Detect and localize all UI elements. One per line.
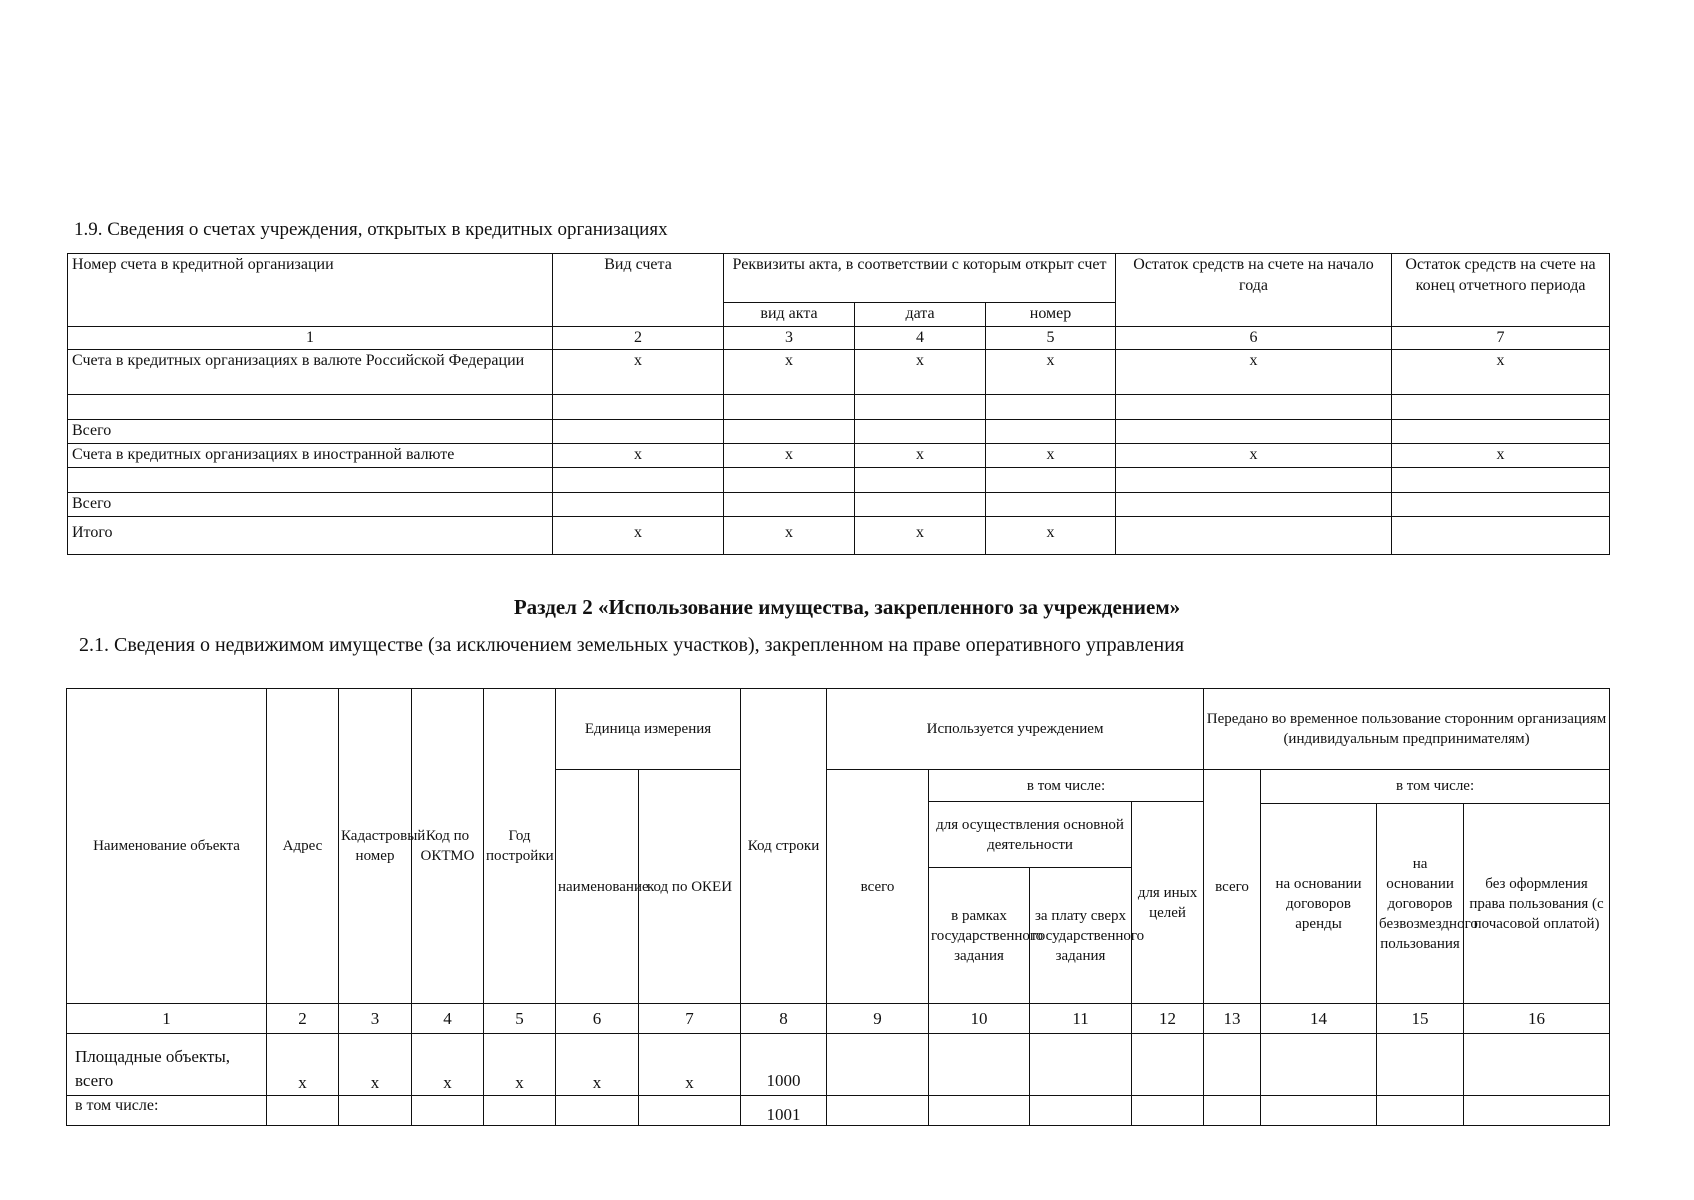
table-row (67, 1034, 1610, 1096)
header-no-right: без оформления права пользования (с почасовой оплатой) (1464, 804, 1610, 1004)
table-cell (1261, 1034, 1377, 1096)
table-cell: 1000 (741, 1034, 827, 1096)
column-number: 7 (639, 1004, 741, 1034)
table-row (68, 350, 1610, 395)
table-cell: x (986, 444, 1116, 468)
header-account-type: Вид счета (553, 254, 724, 327)
table-cell (339, 1096, 412, 1126)
table-cell (855, 493, 986, 517)
table-cell: x (855, 517, 986, 555)
column-number: 5 (986, 327, 1116, 350)
table-cell (1392, 395, 1610, 420)
table-cell (639, 1096, 741, 1126)
table-cell: x (1116, 350, 1392, 395)
header-balance-end: Остаток средств на счете на конец отчетного периода (1392, 254, 1610, 327)
table-cell (556, 1096, 639, 1126)
row-label: Площадные объекты, всего (67, 1034, 267, 1096)
table-cell (724, 420, 855, 444)
table-cell: x (724, 350, 855, 395)
table-row (68, 395, 1610, 420)
section-2-heading: Раздел 2 «Использование имущества, закрепленного за учреждением» (513, 595, 1181, 619)
column-number: 9 (827, 1004, 929, 1034)
column-number: 5 (484, 1004, 556, 1034)
header-act-date: дата (855, 303, 986, 327)
table-cell (553, 395, 724, 420)
table-cell: x (267, 1034, 339, 1096)
row-label: Всего (68, 493, 553, 517)
table-cell: x (412, 1034, 484, 1096)
table-row (68, 517, 1610, 555)
column-number: 6 (556, 1004, 639, 1034)
column-number: 15 (1377, 1004, 1464, 1034)
table-row (68, 468, 1610, 493)
table-cell: 1001 (741, 1096, 827, 1126)
column-number: 2 (267, 1004, 339, 1034)
table-cell: x (724, 444, 855, 468)
column-number: 2 (553, 327, 724, 350)
column-number: 4 (855, 327, 986, 350)
column-number: 1 (67, 1004, 267, 1034)
table-cell: x (639, 1034, 741, 1096)
accounts-table (67, 253, 1610, 555)
table-cell (1116, 468, 1392, 493)
table-cell: x (553, 444, 724, 468)
table-cell (929, 1034, 1030, 1096)
table-cell (1261, 1096, 1377, 1126)
header-total: всего (827, 770, 929, 1004)
table-cell (1464, 1096, 1610, 1126)
table-cell (1132, 1096, 1204, 1126)
table-cell (986, 395, 1116, 420)
column-number: 3 (724, 327, 855, 350)
table-cell: x (339, 1034, 412, 1096)
header-unit: Единица измерения (556, 689, 741, 770)
table-cell: x (855, 350, 986, 395)
header-act-type: вид акта (724, 303, 855, 327)
table-cell (1116, 493, 1392, 517)
header-account-number: Номер счета в кредитной организации (68, 254, 553, 327)
row-label: Счета в кредитных организациях в иностранной валюте (68, 444, 553, 468)
table-cell: x (1392, 350, 1610, 395)
header-other-purposes: для иных целей (1132, 802, 1204, 1004)
header-unit-name: наименование (556, 770, 639, 1004)
table-cell (929, 1096, 1030, 1126)
header-balance-start: Остаток средств на счете на начало года (1116, 254, 1392, 327)
table-cell (1392, 420, 1610, 444)
table-cell (1204, 1034, 1261, 1096)
header-address: Адрес (267, 689, 339, 1004)
table-cell (724, 468, 855, 493)
table-cell: x (484, 1034, 556, 1096)
table-cell (1204, 1096, 1261, 1126)
table-cell (484, 1096, 556, 1126)
column-number: 16 (1464, 1004, 1610, 1034)
header-oktmo: Код по ОКТМО (412, 689, 484, 1004)
table-cell (1030, 1034, 1132, 1096)
table-cell (1116, 395, 1392, 420)
column-number: 12 (1132, 1004, 1204, 1034)
header-lease: на основании договоров аренды (1261, 804, 1377, 1004)
table-row (68, 444, 1610, 468)
property-table (66, 688, 1610, 1126)
column-number: 14 (1261, 1004, 1377, 1034)
table-cell: x (553, 350, 724, 395)
table-cell (986, 468, 1116, 493)
column-number: 7 (1392, 327, 1610, 350)
header-total-2: всего (1204, 770, 1261, 1004)
table-cell (1132, 1034, 1204, 1096)
table-cell: x (986, 517, 1116, 555)
table-cell (1377, 1096, 1464, 1126)
section-2-1-subtitle: 2.1. Сведения о недвижимом имуществе (за исключением земельных участков), закрепленном на праве оперативного управления (79, 634, 1185, 656)
table-cell (1392, 517, 1610, 555)
table-cell: x (1392, 444, 1610, 468)
column-number: 6 (1116, 327, 1392, 350)
header-unit-okei: код по ОКЕИ (639, 770, 741, 1004)
column-number: 1 (68, 327, 553, 350)
table-cell (1392, 493, 1610, 517)
table-cell (553, 493, 724, 517)
table-cell (986, 493, 1116, 517)
row-label (68, 395, 553, 420)
header-used-by-institution: Используется учреждением (827, 689, 1204, 770)
row-label: в том числе: (67, 1096, 267, 1126)
table-cell: x (556, 1034, 639, 1096)
row-label: Счета в кредитных организациях в валюте Российской Федерации (68, 350, 553, 395)
row-label: Всего (68, 420, 553, 444)
header-object-name: Наименование объекта (67, 689, 267, 1004)
table-cell: x (855, 444, 986, 468)
table-row (68, 420, 1610, 444)
column-number: 11 (1030, 1004, 1132, 1034)
table-cell (1116, 517, 1392, 555)
table-cell: x (986, 350, 1116, 395)
table-cell (412, 1096, 484, 1126)
table-cell: x (724, 517, 855, 555)
table-cell (1377, 1034, 1464, 1096)
header-row-code: Код строки (741, 689, 827, 1004)
table-row (68, 493, 1610, 517)
header-main-activity: для осуществления основной деятельности (929, 802, 1132, 868)
header-including-2: в том числе: (1261, 770, 1610, 804)
table-cell (827, 1096, 929, 1126)
table-cell (267, 1096, 339, 1126)
table-cell (1116, 420, 1392, 444)
row-label: Итого (68, 517, 553, 555)
table-cell (986, 420, 1116, 444)
table-cell (553, 420, 724, 444)
header-act-number: номер (986, 303, 1116, 327)
section-1-9-title: 1.9. Сведения о счетах учреждения, открытых в кредитных организациях (74, 219, 668, 240)
header-state-task: в рамках государственного задания (929, 868, 1030, 1004)
column-numbers-row (67, 1004, 1610, 1034)
header-free-use: на основании договоров безвозмездного пользования (1377, 804, 1464, 1004)
header-over-state-task: за плату сверх государственного задания (1030, 868, 1132, 1004)
header-year-built: Год постройки (484, 689, 556, 1004)
table-cell (855, 395, 986, 420)
column-number: 3 (339, 1004, 412, 1034)
table-cell (1464, 1034, 1610, 1096)
column-number: 8 (741, 1004, 827, 1034)
header-act-details: Реквизиты акта, в соответствии с которым открыт счет (724, 254, 1116, 303)
table-cell (855, 468, 986, 493)
header-transferred: Передано во временное пользование сторонним организациям (индивидуальным предпринимателям) (1204, 689, 1610, 770)
header-including: в том числе: (929, 770, 1204, 802)
table-cell (553, 468, 724, 493)
table-row (67, 1096, 1610, 1126)
table-cell (855, 420, 986, 444)
table-cell (724, 395, 855, 420)
row-label (68, 468, 553, 493)
column-numbers-row (68, 327, 1610, 350)
column-number: 10 (929, 1004, 1030, 1034)
column-number: 13 (1204, 1004, 1261, 1034)
table-cell (827, 1034, 929, 1096)
table-cell (1030, 1096, 1132, 1126)
header-cadastral: Кадастровый номер (339, 689, 412, 1004)
table-cell: x (553, 517, 724, 555)
table-cell (724, 493, 855, 517)
table-cell: x (1116, 444, 1392, 468)
table-cell (1392, 468, 1610, 493)
column-number: 4 (412, 1004, 484, 1034)
